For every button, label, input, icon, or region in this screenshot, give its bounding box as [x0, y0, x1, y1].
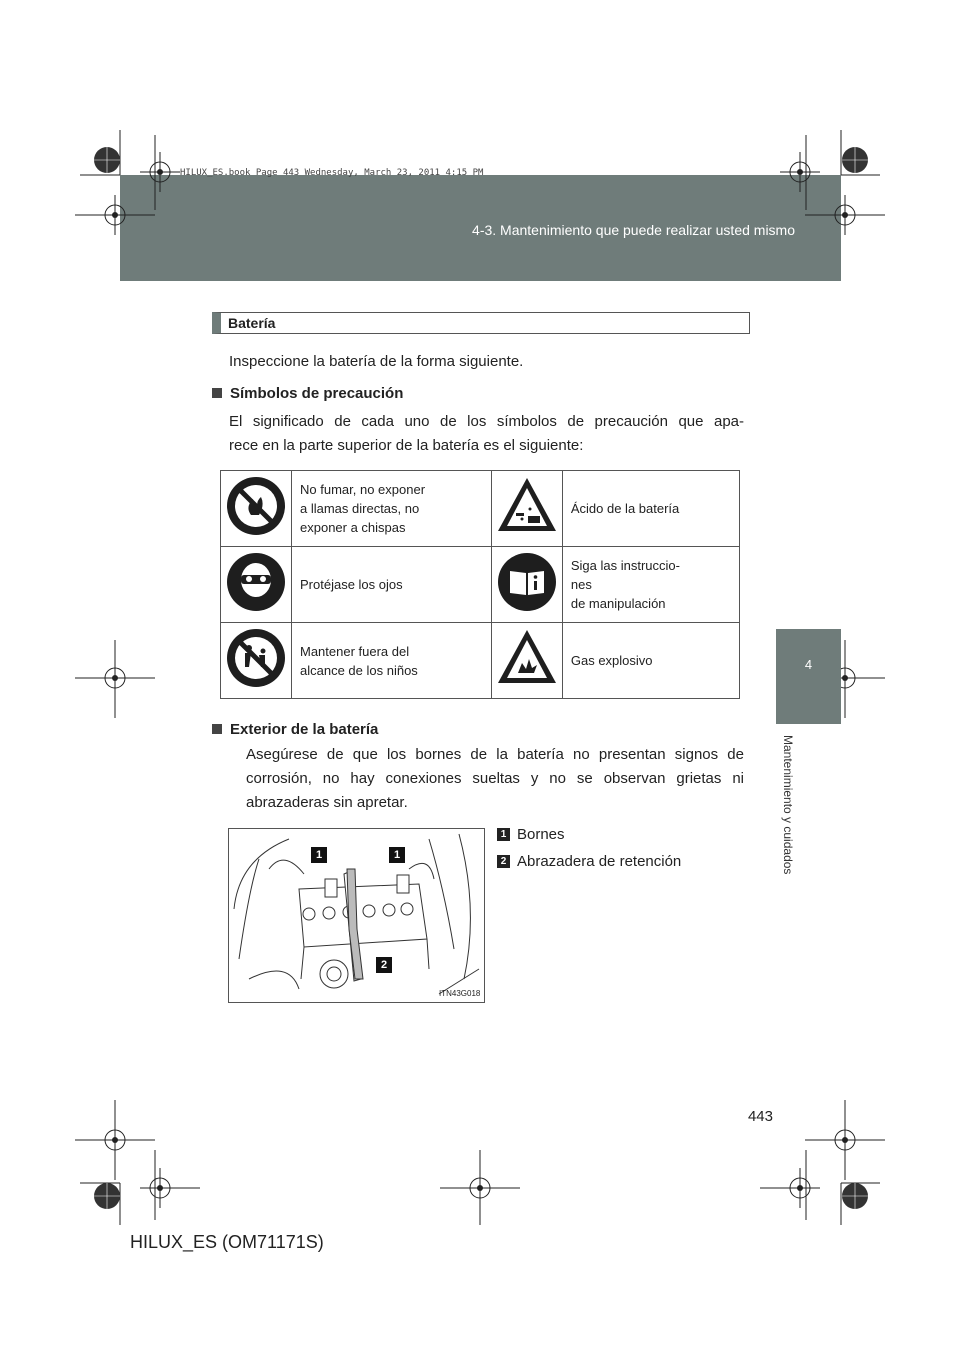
bullet-square-icon — [212, 388, 222, 398]
symbol-label-line: Ácido de la batería — [570, 501, 680, 516]
table-cell-text — [562, 471, 739, 547]
para-1-line-1: El significado de cada uno de los símbolos de precaución que apa- — [229, 413, 744, 430]
battery-acid-icon — [496, 475, 558, 537]
table-cell-icon — [221, 471, 292, 547]
footer-model-code: HILUX_ES (OM71171S) — [130, 1232, 324, 1252]
figure-code: ITN43G018 — [439, 989, 481, 998]
symbol-label-line: Gas explosivo — [570, 653, 653, 668]
legend-number-1: 1 — [497, 828, 510, 841]
explosive-gas-icon — [496, 627, 558, 689]
chapter-section-title: 4-3. Mantenimiento que puede realizar usted mismo — [472, 222, 795, 238]
subheading-symbols-text: Símbolos de precaución — [230, 385, 404, 402]
table-cell-icon — [491, 623, 562, 699]
table-cell-icon — [491, 471, 562, 547]
table-cell-icon — [221, 623, 292, 699]
battery-illustration — [229, 829, 484, 1002]
figure-callout-1a: 1 — [311, 847, 327, 863]
symbol-label-line: nes — [570, 577, 592, 592]
chapter-side-label — [780, 735, 810, 905]
battery-figure — [228, 828, 485, 1003]
eye-protection-icon — [225, 551, 287, 613]
legend-item-2 — [497, 850, 681, 874]
table-cell-text — [292, 547, 492, 623]
para-2-line-2: corrosión, no hay conexiones sueltas y no se observan grietas ni — [246, 770, 744, 787]
table-cell-text — [292, 623, 492, 699]
symbol-label-line: Siga las instruccio- — [570, 558, 680, 573]
symbol-label-line: alcance de los niños — [300, 662, 418, 678]
bullet-square-icon — [212, 724, 222, 734]
symbol-label-line: Protéjase los ojos — [300, 577, 403, 592]
para-2-line-1: Asegúrese de que los bornes de la batería no presentan signos de — [246, 746, 744, 763]
symbol-label-line: No fumar, no exponer — [300, 482, 426, 497]
legend-item-1 — [497, 823, 565, 847]
section-heading: Batería — [228, 315, 276, 331]
chapter-number: 4 — [804, 657, 813, 672]
subheading-exterior — [212, 718, 378, 742]
symbol-label-line: Mantener fuera del — [300, 643, 410, 659]
keep-away-children-icon — [225, 627, 287, 689]
no-smoking-flame-icon — [225, 475, 287, 537]
instructions-book-icon — [496, 551, 558, 613]
figure-callout-1b: 1 — [389, 847, 405, 863]
table-cell-text — [562, 623, 739, 699]
legend-label-1: Bornes — [517, 826, 565, 843]
legend-label-2: Abrazadera de retención — [517, 853, 682, 870]
table-cell-icon — [221, 547, 292, 623]
intro-text: Inspeccione la batería de la forma siguiente. — [229, 353, 524, 370]
symbol-label-line: a llamas directas, no — [300, 501, 420, 516]
symbol-label-line: de manipulación — [570, 596, 666, 611]
para-1-line-2: rece en la parte superior de la batería es el siguiente: — [229, 437, 584, 454]
para-2-line-3: abrazaderas sin apretar. — [246, 794, 408, 811]
legend-number-2: 2 — [497, 855, 510, 868]
page-number: 443 — [747, 1108, 773, 1125]
table-cell-text — [562, 547, 739, 623]
symbol-label-line: exponer a chispas — [300, 520, 406, 535]
section-heading-box — [212, 312, 750, 334]
chapter-tab — [776, 629, 841, 724]
hold-down-clamp — [347, 869, 363, 979]
table-row — [221, 547, 740, 623]
table-row — [221, 623, 740, 699]
table-row — [221, 471, 740, 547]
table-cell-text — [292, 471, 492, 547]
table-cell-icon — [491, 547, 562, 623]
caution-symbols-table — [220, 470, 740, 699]
figure-callout-2: 2 — [376, 957, 392, 973]
book-info-line: HILUX_ES.book Page 443 Wednesday, March 23, 2011 4:15 PM — [180, 168, 484, 178]
subheading-exterior-text: Exterior de la batería — [230, 721, 379, 738]
subheading-symbols — [212, 382, 403, 406]
chapter-side-label-text: Mantenimiento y cuidados — [781, 735, 795, 875]
